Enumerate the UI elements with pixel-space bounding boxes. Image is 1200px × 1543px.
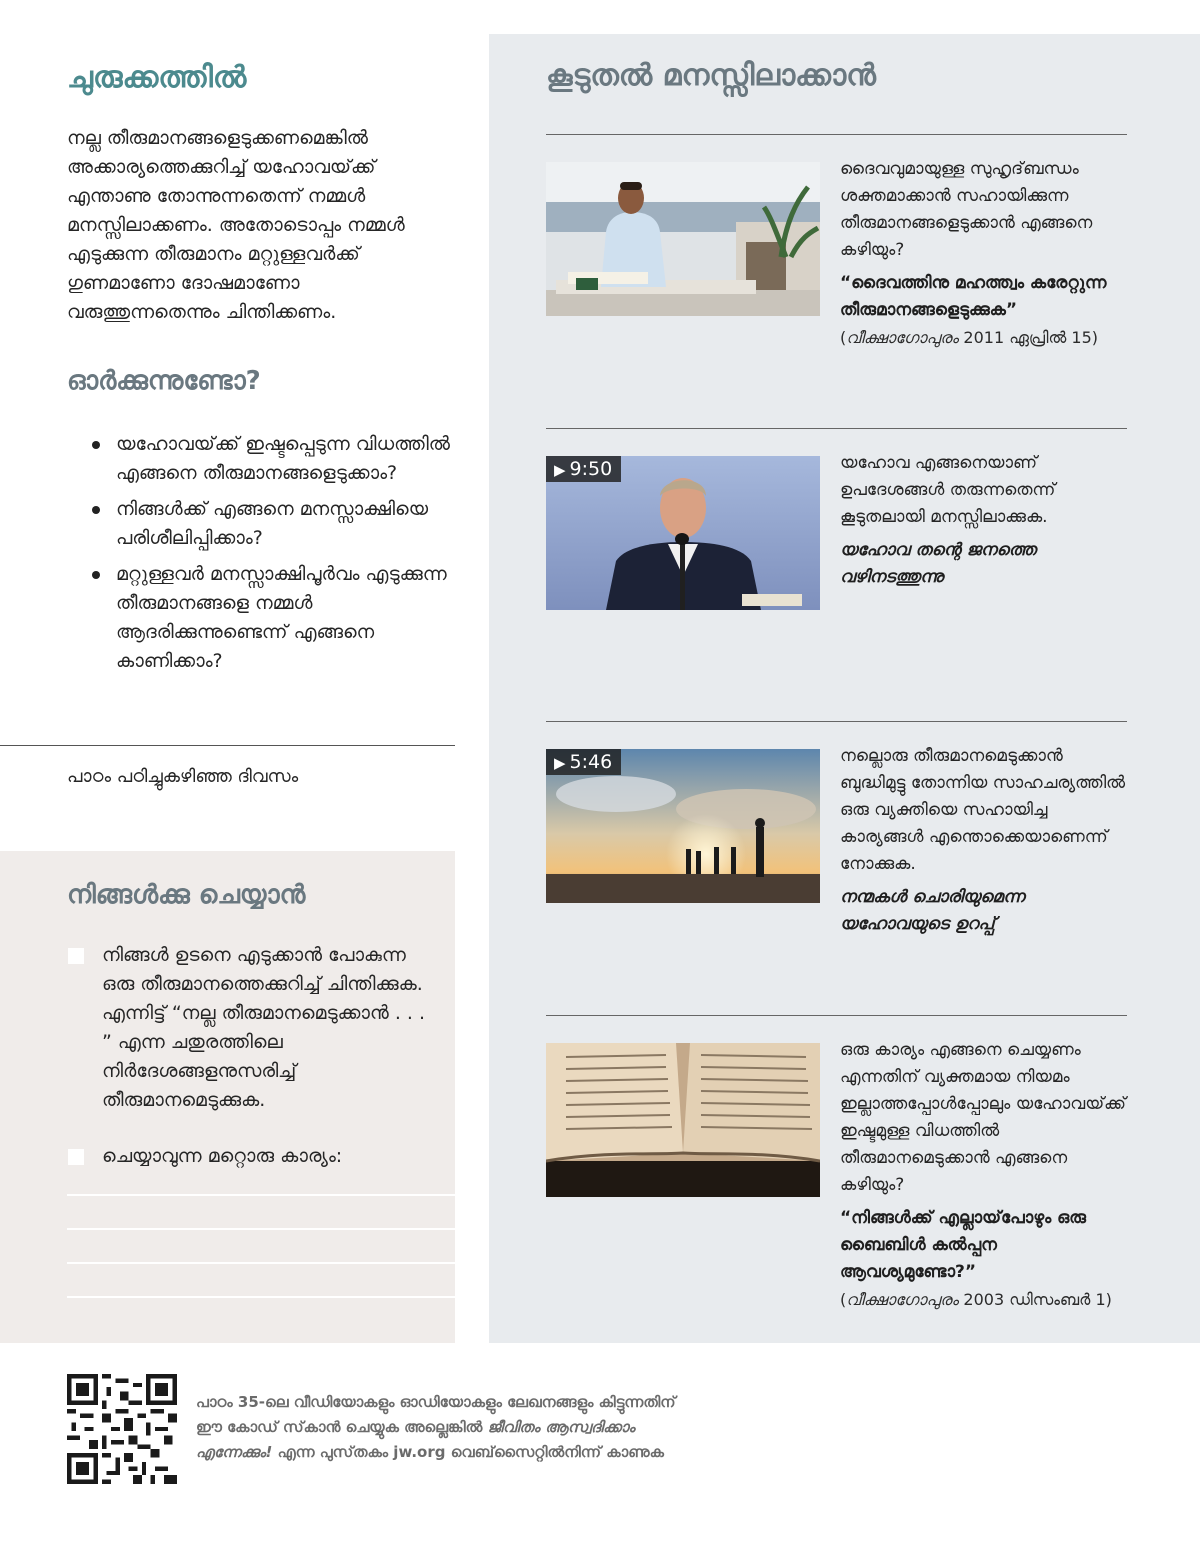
summary-heading: ചുരുക്കത്തിൽ — [67, 60, 247, 95]
play-icon: ▶ — [554, 461, 566, 479]
divider — [546, 1015, 1127, 1016]
play-icon: ▶ — [554, 754, 566, 772]
divider — [0, 745, 455, 746]
entry-description: ഒരു കാര്യം എങ്ങനെ ചെയ്യണം എന്നതിന് വ്യക്തമായ നിയമം ഇല്ലാത്തപ്പോൾപ്പോലും യഹോവയ്‌ക്ക് ഇഷ്ടമുള്ള വിധത്തിൽ തീരുമാനമെടുക്കാൻ എങ്ങനെ കഴിയും? — [840, 1040, 1126, 1195]
entry-description: യഹോവ എങ്ങനെയാണ് ഉപദേശങ്ങൾ തരുന്നതെന്ന് കൂടുതലായി മനസ്സിലാക്കുക. — [840, 453, 1056, 527]
article-source: (വീക്ഷാഗോപുരം 2003 ഡിസംബർ 1) — [840, 1290, 1112, 1309]
footer-note: പാഠം 35-ലെ വീഡിയോകളും ഓഡിയോകളും ലേഖനങ്ങളും കിട്ടുന്നതിന് ഈ കോഡ് സ്‌കാൻ ചെയ്യുക അല്ലെങ്കിൽ ജീവിതം ആസ്വദിക്കാം എന്നേക്കും! എന്ന പുസ്‌തകം jw.org വെബ്‌സൈറ്റിൽനിന്ന് കാണുക — [196, 1393, 676, 1461]
study-date-label: പാഠം പഠിച്ചുകഴിഞ്ഞ ദിവസം — [67, 766, 299, 787]
video-thumbnail[interactable] — [546, 749, 820, 903]
article-entry — [840, 156, 1130, 350]
summary-text: നല്ല തീരുമാനങ്ങളെടുക്കണമെങ്കിൽ അക്കാര്യത്തെക്കുറിച്ച് യഹോവയ്‌ക്ക് എന്താണു തോന്നുന്നതെന്ന് നമ്മൾ മനസ്സിലാക്കണം. അതോടൊപ്പം നമ്മൾ എടുക്കുന്ന തീരുമാനം മറ്റുള്ളവർക്ക് ഗുണമാണോ ദോഷമാണോ വരുത്തുന്നതെന്നും ചിന്തിക്കണം. — [67, 127, 405, 323]
review-question: നിങ്ങൾക്ക് എങ്ങനെ മനസ്സാക്ഷിയെ പരിശീലിപ്പിക്കാം? — [92, 495, 452, 553]
entry-description: നല്ലൊരു തീരുമാനമെടുക്കാൻ ബുദ്ധിമുട്ടു തോന്നിയ സാഹചര്യത്തിൽ ഒരു വ്യക്തിയെ സഹായിച്ച കാര്യങ്ങൾ എന്തൊക്കെയാണെന്ന് നോക്കുക. — [840, 746, 1126, 874]
publication-name: വീക്ഷാഗോപുരം — [846, 328, 959, 347]
video-thumbnail[interactable] — [546, 456, 820, 610]
todo-checkbox[interactable] — [68, 1149, 84, 1165]
article-link[interactable]: “ദൈവത്തിനു മഹത്ത്വം കരേറ്റുന്ന തീരുമാനങ്ങളെടുക്കുക” — [840, 273, 1107, 320]
video-entry — [840, 450, 1130, 591]
todo-checkbox[interactable] — [68, 948, 84, 964]
article-thumbnail[interactable] — [546, 162, 820, 316]
qr-code-icon[interactable] — [67, 1374, 177, 1484]
video-link[interactable]: നന്മകൾ ചൊരിയുമെന്ന യഹോവയുടെ ഉറപ്പ് — [840, 887, 1025, 934]
video-link[interactable]: യഹോവ തന്റെ ജനത്തെ വഴിനടത്തുന്നു — [840, 540, 1037, 587]
write-in-line[interactable] — [67, 1228, 455, 1230]
article-source: (വീക്ഷാഗോപുരം 2011 ഏപ്രിൽ 15) — [840, 328, 1099, 347]
review-question-list — [92, 430, 452, 683]
article-link[interactable]: “നിങ്ങൾക്ക് എല്ലായ്‌പോഴും ഒരു ബൈബിൾ കൽപ്പന ആവശ്യമുണ്ടോ?” — [840, 1208, 1086, 1282]
video-entry — [840, 743, 1130, 938]
entry-description: ദൈവവുമായുള്ള സുഹൃദ്‌ബന്ധം ശക്തമാക്കാൻ സഹായിക്കുന്ന തീരുമാനങ്ങളെടുക്കാൻ എങ്ങനെ കഴിയും? — [840, 159, 1093, 260]
article-thumbnail[interactable] — [546, 1043, 820, 1197]
review-question: മറ്റുള്ളവർ മനസ്സാക്ഷിപൂർവം എടുക്കുന്ന തീരുമാനങ്ങളെ നമ്മൾ ആദരിക്കുന്നുണ്ടെന്ന് എങ്ങനെ കാണിക്കാം? — [92, 560, 452, 676]
write-in-line[interactable] — [67, 1296, 455, 1298]
todo-item: ചെയ്യാവുന്ന മറ്റൊരു കാര്യം: — [102, 1145, 343, 1167]
video-duration-badge: ▶ 5:46 — [546, 749, 621, 775]
review-heading: ഓർക്കുന്നുണ്ടോ? — [67, 366, 261, 396]
write-in-line[interactable] — [67, 1262, 455, 1264]
video-duration-badge: ▶ 9:50 — [546, 456, 621, 482]
book-title: ജീവിതം ആസ്വദിക്കാം എന്നേക്കും! — [196, 1418, 635, 1461]
divider — [546, 428, 1127, 429]
publication-name: വീക്ഷാഗോപുരം — [846, 1290, 959, 1309]
divider — [546, 721, 1127, 722]
divider — [546, 134, 1127, 135]
todo-item: നിങ്ങൾ ഉടനെ എടുക്കാൻ പോകുന്ന ഒരു തീരുമാനത്തെക്കുറിച്ച് ചിന്തിക്കുക. എന്നിട്ട് “നല്ല തീരുമാനമെടുക്കാൻ . . . ” എന്ന ചതുരത്തിലെ നിർദേശങ്ങളനുസരിച്ച് തീരുമാനമെടുക്കുക. — [102, 944, 426, 1111]
explore-heading: കൂടുതൽ മനസ്സിലാക്കാൻ — [546, 58, 876, 93]
review-question: യഹോവയ്‌ക്ക് ഇഷ്ടപ്പെടുന്ന വിധത്തിൽ എങ്ങനെ തീരുമാനങ്ങളെടുക്കാം? — [92, 430, 452, 488]
todo-heading: നിങ്ങൾക്കു ചെയ്യാൻ — [67, 880, 306, 910]
write-in-line[interactable] — [67, 1194, 455, 1196]
article-entry — [840, 1037, 1130, 1312]
